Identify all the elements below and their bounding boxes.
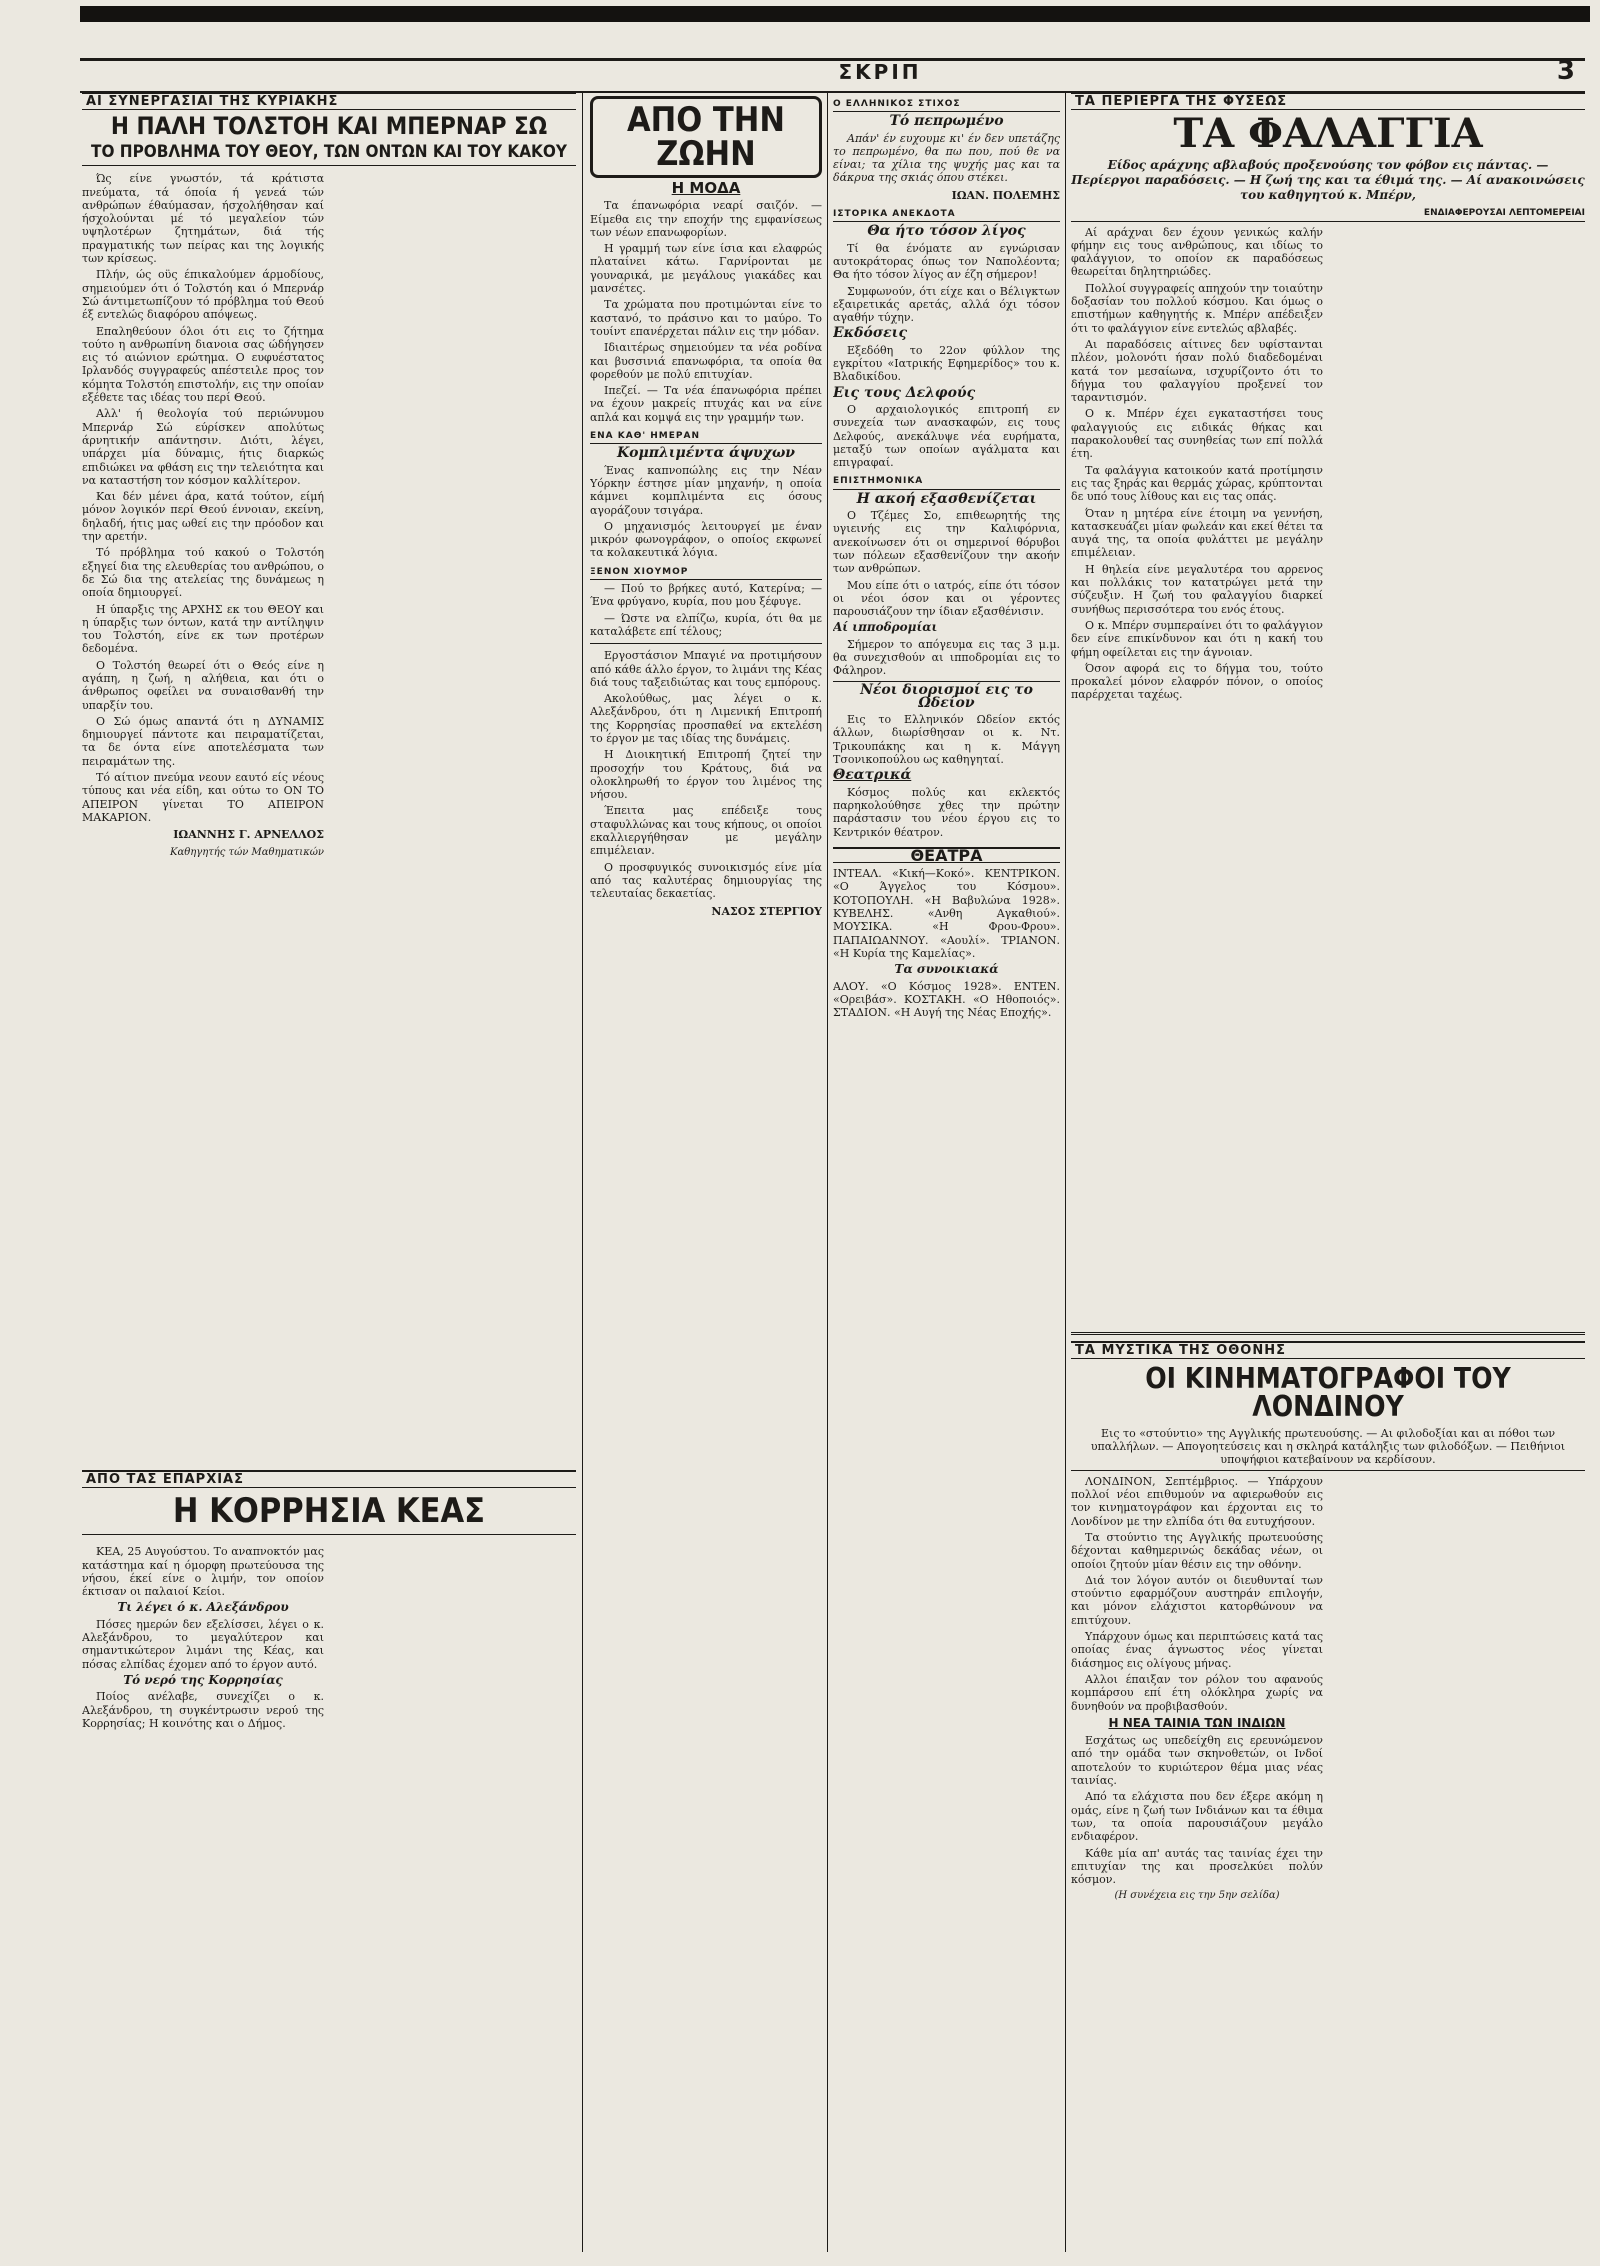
section-header: ΤΑ ΠΕΡΙΕΡΓΑ ΤΗΣ ΦΥΣΕΩΣ	[1071, 92, 1585, 110]
paragraph: Αί αράχναι δεν έχουν γενικώς καλήν φήμην εις τους ανθρώπους, και ιδίως το φαλάγγιον, το οποίον εκ παραδόσεως θεωρείται δηλητηριώδες.	[1071, 225, 1323, 279]
paragraph: Ο Σώ όμως απαντά ότι η ΔΥΝΑΜΙΣ δημιουργεί πάντοτε και πειραματίζεται, τα δε όντα είνε αποτελέσματα των πειραμάτων της.	[82, 714, 324, 768]
theatres-subheading: Τα συνοικιακά	[894, 962, 999, 977]
article-kicker: ΕΝΔΙΑΦΕΡΟΥΣΑΙ ΛΕΠΤΟΜΕΡΕΙΑΙ	[1071, 207, 1585, 221]
paragraph: Σήμερον το απόγευμα εις τας 3 μ.μ. θα συνεχισθούν αι ιπποδρομίαι εις το Φάληρον.	[833, 637, 1060, 678]
article-deck: Είδος αράχνης αβλαβούς προξενούσης τον φόβον εις πάντας. — Περίεργοι παραδόσεις. — Η ζωή της και τα έθιμά της. — Αί ανακοινώσεις του καθηγητού κ. Μπέρν,	[1071, 158, 1585, 203]
paragraph: Ιπεζεί. — Τα νέα έπανωφόρια πρέπει να έχουν μακρείς πτυχάς και να είνε απλά και κομψά εις την γραμμήν των.	[590, 384, 822, 424]
paragraph: Αλλ' ή θεολογία τού περιώνυμου Μπερνάρ Σώ εύρίσκεν απολύτως άρνητικήν απάντησιν. Διότι, λέγει, υπάρχει μία δύναμις, ήτις διαρκώς επιδιώκει να φθάση εις την τελειότητα και να καταστήση τον κόσμον καλλίτερον.	[82, 407, 324, 487]
article-headline: Η ΠΑΛΗ ΤΟΛΣΤΟΗ ΚΑΙ ΜΠΕΡΝΑΡ ΣΩ	[110, 112, 548, 141]
rubric-label: ΙΣΤΟΡΙΚΑ ΑΝΕΚΔΟΤΑ	[833, 208, 1060, 222]
subheading: Τό νερό της Κορρησίας	[123, 1672, 283, 1687]
paragraph: Η ύπαρξις της ΑΡΧΗΣ εκ του ΘΕΟΥ και η ύπαρξις των όντων, κατά την αντίληψιν του Τολστόη, είνε εκ των προτέρων δεδομένα.	[82, 602, 324, 656]
paragraph: Αλλοι έπαιξαν τον ρόλον του αφανούς κομπάρσου επί έτη ολόκληρα χωρίς να δυνηθούν να προβιβασθούν.	[1071, 1672, 1323, 1713]
theatres-list: ΙΝΤΕΑΛ. «Κική—Κοκό». ΚΕΝΤΡΙΚΟΝ. «Ο Άγγελος του Κόσμου». ΚΟΤΟΠΟΥΛΗ. «Η Βαβυλώνα 1928». ΚΥΒΕΛΗΣ. «Ανθη Αγκαθιού». ΜΟΥΣΙΚΑ. «Η Φρου-Φρου». ΠΑΠΑΙΩΑΝΝΟΥ. «Αουλί». ΤΡΙΑΝΟΝ. «Η Κυρία της Καμελίας».	[833, 867, 1060, 960]
paragraph: Έπειτα μας επέδειξε τους σταφυλλώνας και τους κήπους, οι οποίοι εκαλλιεργήθησαν με μεγάλην επιμέλειαν.	[590, 804, 822, 858]
paragraph: Πολλοί συγγραφείς απηχούν την τοιαύτην δοξασίαν του πολλού κόσμου. Και όμως ο επιστήμων καθηγητής κ. Μπέρν απέδειξεν ότι το φαλάγγιον είνε εντελώς αβλαβές.	[1071, 281, 1323, 335]
column-divider	[827, 92, 828, 2252]
poem-author: ΙΩΑΝ. ΠΟΛΕΜΗΣ	[951, 188, 1060, 202]
paragraph: Τί θα ένόματε αν εγνώρισαν αυτοκράτορας όπως τον Ναπολέοντα; Θα ήτο τόσον λίγος αν έζη σήμερον!	[833, 241, 1060, 282]
rubric-subtitle: Θεατρικά	[833, 767, 912, 784]
theatres-list: ΑΛΟΥ. «Ο Κόσμος 1928». ΕΝΤΕΝ. «Ορειβάσ». ΚΟΣΤΑΚΗ. «Ο Ηθοποιός». ΣΤΑΔΙΟΝ. «Η Αυγή της Νέας Εποχής».	[833, 979, 1060, 1020]
article-headline: ΤΑ ΦΑΛΑΓΓΙΑ	[1173, 110, 1483, 158]
paragraph: Ο Τζέμες Σο, επιθεωρητής της υγιεινής εις την Καλιφόρνια, ανεκοίνωσεν ότι οι σημερινοί θόρυβοι των πόλεων εξασθενίζουν την ακοήν των ανθρώπων.	[833, 509, 1060, 576]
paragraph: Η Διοικητική Επιτροπή ζητεί την προσοχήν του Κράτους, διά να ολοκληρωθή το έργον του λιμένος της νήσου.	[590, 748, 822, 802]
column-short-items	[833, 92, 1060, 2252]
paragraph: Τα έπανωφόρια νεαρί σαιζόν. — Είμεθα εις την εποχήν της εμφανίσεως των νέων επανωφορίων.	[590, 199, 822, 239]
paragraph: Ο αρχαιολογικός επιτροπή εν συνεχεία των ανασκαφών, εις τους Δελφούς, ανεκάλυψε νέα ευρήματα, μεταξύ των οποίων αγάλματα και επιγραφαί.	[833, 402, 1060, 470]
paragraph: Ακολούθως, μας λέγει ο κ. Αλεξάνδρου, ότι η Λιμενική Επιτροπή της Κορρησίας προσπαθεί να εκτελέση το έργον με τας ιδίας της δυνάμεις.	[590, 692, 822, 745]
subheading: Τι λέγει ό κ. Αλεξάνδρου	[117, 1600, 289, 1615]
paragraph: Ο μηχανισμός λειτουργεί με έναν μικρόν φωνογράφον, ο οποίος εκφωνεί τα κολακευτικά λόγια.	[590, 519, 822, 560]
paragraph: Ώς είνε γνωστόν, τά κράτιστα πνεύματα, τά όποία ή γενεά τών ανθρώπων έθαύμασαν, ήσχολήθησαν καί ήσχολούνται μέ τό μεγαλείον τών υψηλοτέρων ζητημάτων, διά τής πραγματικής των πείρας και της λογικής των κρίσεως.	[82, 172, 324, 266]
paragraph: Ποίος ανέλαβε, συνεχίζει ο κ. Αλεξάνδρου, τη συγκέντρωσιν νερού της Κορρησίας; Η κοινότης και ο Δήμος.	[82, 1690, 324, 1730]
poem-title: Τό πεπρωμένο	[889, 113, 1004, 130]
rubric-label: ΞΕΝΟΝ ΧΙΟΥΜΟΡ	[590, 566, 822, 580]
rubric-subtitle: Κομπλιμέντα άψυχων	[616, 445, 796, 462]
section-header: ΤΑ ΜΥΣΤΙΚΑ ΤΗΣ ΟΘΟΝΗΣ	[1071, 1341, 1585, 1359]
newspaper-name: ΣΚΡΙΠ	[838, 60, 922, 84]
paragraph: Ο προσφυγικός συνοικισμός είνε μία από τας καλυτέρας δημιουργίας της τελευταίας δεκαετίας.	[590, 860, 822, 901]
article-tolstoy-shaw	[82, 92, 576, 1464]
paragraph: Τό πρόβλημα τού κακού ο Τολστόη εξηγεί δια της ελευθερίας του ανθρώπου, ο δε Σώ δια της ατελείας της δυνάμεως η οποία δημιουργεί.	[82, 546, 324, 600]
article-body	[82, 172, 576, 1372]
paragraph: Διά τον λόγον αυτόν οι διευθυνταί των στούντιο εφαρμόζουν αυστηράν επιλογήν, και μόνον ελάχιστοι κατορθώνουν να επιτύχουν.	[1071, 1573, 1323, 1627]
paragraph: Εις το Ελληνικόν Ωδείον εκτός άλλων, διωρίσθησαν οι κ. Ντ. Τρικουπάκης και η κ. Μάγγη Τσονικοπούλου ως καθηγηταί.	[833, 713, 1060, 767]
section-header: ΑΠΟ ΤΑΣ ΕΠΑΡΧΙΑΣ	[82, 1470, 576, 1488]
masthead	[80, 58, 1585, 93]
rubric-subtitle: Νέοι διορισμοί εις το Ωδείον	[833, 681, 1060, 711]
paragraph: Μου είπε ότι ο ιατρός, είπε ότι τόσον οι νέοι όσον και οι γέροντες παρουσιάζουν την ίδιαν εξασθένισιν.	[833, 578, 1060, 619]
paragraph: — Πού το βρήκες αυτό, Κατερίνα; — Ένα φρύγανο, κυρία, που μου ξέφυγε.	[590, 582, 822, 609]
article-deck: Εις το «στούντιο» της Αγγλικής πρωτευούσης. — Αι φιλοδοξίαι και αι πόθοι των υπαλλήλων. — Απογοητεύσεις και η σκληρά κατάληξις των φιλοδόξων. — Πειθήνιοι υποψήφιοι κατεβαίνουν να κερδίσουν.	[1071, 1427, 1585, 1471]
column-divider	[582, 92, 583, 2252]
paragraph: — Ώστε να ελπίζω, κυρία, ότι θα με καταλάβετε επί τέλους;	[590, 611, 822, 638]
rubric-subtitle: Η ακοή εξασθενίζεται	[856, 490, 1037, 507]
paragraph: Και δέν μένει άρα, κατά τούτον, είμή μόνον λογικόν περί Θεού έννοιαν, εκείνη, δηλαδή, ήτις μας ωθεί εις την πρόοδον και την αρετήν.	[82, 490, 324, 544]
author-signature: ΙΩΑΝΝΗΣ Γ. ΑΡΝΕΛΛΟΣ	[173, 828, 324, 842]
divider	[590, 643, 822, 644]
article-body	[82, 1545, 576, 2225]
paragraph: Ο Τολστόη θεωρεί ότι ο Θεός είνε η αγάπη, η ζωή, η αλήθεια, και ότι ο άνθρωπος οφείλει να συναισθανθή την υπαρξίν του.	[82, 658, 324, 712]
theatres-heading: ΘΕΑΤΡΑ	[833, 847, 1060, 863]
paragraph: Ο κ. Μπέρν συμπεραίνει ότι το φαλάγγιον δεν είνε επικίνδυνον και ότι η κακή του φήμη οφείλεται εις την άγνοιαν.	[1071, 618, 1323, 659]
paragraph: Τό αίτιον πνεύμα νεουν εαυτό είς νέους τύπους και νέα είδη, και ούτω το ΟΝ ΤΟ ΑΠΕΙΡΟΝ γίνεται ΤΟ ΑΠΕΙΡΟΝ ΜΑΚΑΡΙΟΝ.	[82, 771, 324, 824]
poem-text: Απάν' έν ευχουμε κι' έν δεν υπετάζης το πεπρωμένο, θα πω που, πού θε να είναι; τα χίλια της ψυχής μας και τα δάκρυα της σκιάς όπου στέκει.	[833, 131, 1060, 185]
paragraph: Εξεδόθη το 22ον φύλλον της εγκρίτου «Ιατρικής Εφημερίδος» του κ. Βλαδικίδου.	[833, 343, 1060, 384]
paragraph: Ένας καπνοπώλης εις την Νέαν Υόρκην έστησε μίαν μηχανήν, η οποία κάμνει κομπλιμέντα εις όσους αγοράζουν τσιγάρα.	[590, 463, 822, 517]
author-signature: ΝΑΣΟΣ ΣΤΕΡΓΙΟΥ	[711, 904, 822, 918]
article-headline: Η ΚΟΡΡΗΣΙΑ ΚΕΑΣ	[82, 1494, 576, 1535]
rubric-label: ΕΠΙΣΤΗΜΟΝΙΚΑ	[833, 475, 1060, 489]
paragraph: ΚΕΑ, 25 Αυγούστου. Το αναπνοκτόν μας κατάστημα καί η όμορφη πρωτεύουσα της νήσου, έκεί είνε ο λιμήν, τον οποίον έκτισαν οι παλαιοί Κείοι.	[82, 1545, 324, 1599]
paragraph: Η γραμμή των είνε ίσια και ελαφρώς πλαταίνει κάτω. Γαρνίρονται με γουναρικά, με μεγάλους γιακάδες και μανσέτες.	[590, 242, 822, 296]
paragraph: Η θηλεία είνε μεγαλυτέρα του αρρενος και πολλάκις τον κατατρώγει μετά την σύζευξιν. Η ζωή του φαλαγγίου διαρκεί συνήθως περισσότερα του ενός έτους.	[1071, 562, 1323, 616]
column-divider	[1065, 92, 1066, 2252]
paragraph: Όσον αφορά εις το δήγμα του, τούτο προκαλεί μόνον ελαφρόν πόνον, ο οποίος παρέρχεται ταχέως.	[1071, 661, 1323, 702]
paragraph: Εργοστάσιον Μπαγιέ να προτιμήσουν από κάθε άλλο έργον, το λιμάνι της Κέας διά τους ταξειδιώτας και τους εμπόρους.	[590, 649, 822, 689]
rubric-heading: Η ΜΟΔΑ	[671, 179, 741, 197]
rubric-label: ΕΝΑ ΚΑΘ' ΗΜΕΡΑΝ	[590, 430, 822, 444]
article-headline: ΟΙ ΚΙΝΗΜΑΤΟΓΡΑΦΟΙ ΤΟΥ ΛΟΝΔΙΝΟΥ	[1145, 1361, 1511, 1423]
subheading: Η ΝΕΑ ΤΑΙΝΙΑ ΤΩΝ ΙΝΔΙΩΝ	[1108, 1715, 1286, 1730]
article-korressia	[82, 1470, 576, 2250]
paragraph: Από τα ελάχιστα που δεν έξερε ακόμη η ομάς, είνε η ζωή των Ινδιάνων και τα έθιμα των, τα οποία παρουσιάζουν μεγάλο ενδιαφέρον.	[1071, 1790, 1323, 1844]
paragraph: Ο κ. Μπέρν έχει εγκαταστήσει τους φαλαγγιούς εις ειδικάς θήκας και παρακολουθεί τας συνηθείας των επί πολλά έτη.	[1071, 407, 1323, 461]
paragraph: Πόσες ημερών δεν εξελίσσει, λέγει ο κ. Αλεξάνδρου, το μεγαλύτερον και σημαντικώτερον λιμάνι της Κέας, και πόσας ελπίδας έχομεν από το έργον αυτό.	[82, 1617, 324, 1671]
paragraph: Κάθε μία απ' αυτάς τας ταινίας έχει την επιτυχίαν της και προσελκύει πολύν κόσμον.	[1071, 1846, 1323, 1887]
paragraph: Όταν η μητέρα είνε έτοιμη να γεννήση, κατασκευάζει μίαν φωλεάν και εκεί θέτει τα αυγά της, τα οποία φυλάττει με μεγάλην επιμέλειαν.	[1071, 506, 1323, 560]
paragraph: Συμφωνούν, ότι είχε και ο Βέλιγκτων εξαιρετικάς αρετάς, αλλά όχι τόσον αγαθήν τύχην.	[833, 284, 1060, 325]
paragraph: Εσχάτως ως υπεδείχθη εις ερευνώμενον από την ομάδα των σκηνοθετών, οι Ινδοί αποτελούν το κυριώτερον θέμα μιας νέας ταινίας.	[1071, 1734, 1323, 1788]
rubric-subtitle: Θα ήτο τόσον λίγος	[867, 223, 1026, 240]
rubric-subtitle: Εκδόσεις	[833, 325, 907, 342]
section-header: ΑΙ ΣΥΝΕΡΓΑΣΙΑΙ ΤΗΣ ΚΥΡΙΑΚΗΣ	[82, 92, 576, 110]
column-features	[1071, 92, 1585, 2252]
page-number: 3	[1556, 56, 1575, 86]
continued-note: (Η συνέχεια εις την 5ην σελίδα)	[1114, 1890, 1280, 1902]
rubric-label: Ο ΕΛΛΗΝΙΚΟΣ ΣΤΙΧΟΣ	[833, 98, 1060, 112]
paragraph: Τα στούντιο της Αγγλικής πρωτευούσης δέχονται καθημερινώς δεκάδας νέων, οι οποίοι ζητούν μίαν θέσιν εις την οθόνην.	[1071, 1530, 1323, 1571]
paragraph: ΛΟΝΔΙΝΟΝ, Σεπτέμβριος. — Υπάρχουν πολλοί νέοι επιθυμούν να αφιερωθούν εις τον κινηματογράφον και έρχονται εις το Λονδίνον με την ελπίδα ότι θα ευτυχήσουν.	[1071, 1474, 1323, 1528]
top-black-band	[80, 6, 1590, 22]
rubric-subtitle: Εις τους Δελφούς	[833, 384, 976, 401]
author-title: Καθηγητής τών Μαθηματικών	[170, 846, 324, 858]
paragraph: Ιδιαιτέρως σημειούμεν τα νέα ροδίνα και βυσσινιά επανωφόρια, τα οποία θα φορεθούν με πολύ επιτυχίαν.	[590, 341, 822, 381]
column-title-box	[590, 96, 822, 178]
paragraph: Υπάρχουν όμως και περιπτώσεις κατά τας οποίας ένας άγνωστος νέος γίνεται διάσημος εις ολίγους μήνας.	[1071, 1630, 1323, 1670]
divider	[1071, 1332, 1585, 1335]
paragraph: Τα φαλάγγια κατοικούν κατά προτίμησιν εις τας ξηράς και θερμάς χώρας, κρύπτονται δε υπό τους λίθους και εις τας οπάς.	[1071, 463, 1323, 504]
rubric-subtitle: Αί ιπποδρομίαι	[833, 620, 938, 635]
paragraph: Επαληθεύουν όλοι ότι εις το ζήτημα τούτο η ανθρωπίνη διανοια σας ώδήγησεν εις τό αιώνιον ερώτημα. Ο ευφυέστατος Ιρλανδός συγγραφεύς απέστειλε προς τον κόμητα Τολστόη επιστολήν, εις την οποίαν εξέθετε τας ιδέας του περί Θεού.	[82, 324, 324, 405]
paragraph: Τα χρώματα που προτιμώνται είνε το καστανό, το πράσινο και το μαύρο. Το τουίντ επανέρχεται πάλιν εις την μόδαν.	[590, 298, 822, 338]
paragraph: Πλήν, ώς οϋς έπικαλούμεν άρμοδίους, σημειούμεν ότι ό Τολστόη και ό Μπερνάρ Σώ άντιμετωπίζουν τό πρόβλημα τού Θεού έξ εντελώς διαφόρου απόψεως.	[82, 268, 324, 322]
column-apo-tin-zoin	[590, 92, 822, 2252]
column-title: ΑΠΟ ΤΗΝ ΖΩΗΝ	[627, 100, 785, 174]
paragraph: Αι παραδόσεις αίτινες δεν υφίστανται πλέον, μολονότι ήσαν πολύ διαδεδομέναι κατά τον μεσαίωνα, ισχυρίζοντο ότι το δήγμα του φαλαγγίου προξενεί τον ταραντισμόν.	[1071, 337, 1323, 405]
article-subheadline: ΤΟ ΠΡΟΒΛΗΜΑ ΤΟΥ ΘΕΟΥ, ΤΩΝ ΟΝΤΩΝ ΚΑΙ ΤΟΥ ΚΑΚΟΥ	[82, 144, 576, 166]
paragraph: Κόσμος πολύς και εκλεκτός παρηκολούθησε χθες την πρώτην παράστασιν του νέου έργου εις το Κεντρικόν θέατρον.	[833, 785, 1060, 839]
article-body	[1071, 226, 1585, 1326]
article-body	[1071, 1475, 1585, 2252]
